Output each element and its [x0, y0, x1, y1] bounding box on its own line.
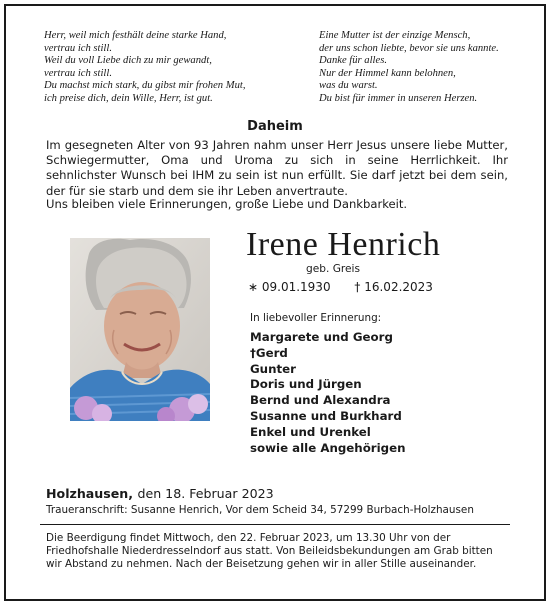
mourning-address: Traueranschrift: Susanne Henrich, Vor dem Scheid 34, 57299 Burbach-Holzhausen: [46, 504, 474, 516]
poem-left: [44, 30, 245, 105]
poem-line: vertrau ich still.: [44, 67, 112, 79]
poem-line: der uns schon liebte, bevor sie uns kannte.: [319, 42, 499, 54]
poem-line: ich preise dich, dein Wille, Herr, ist gut.: [44, 92, 213, 104]
poem-line: vertrau ich still.: [44, 42, 112, 54]
deceased-name: Irene Henrich: [246, 226, 441, 263]
place-and-date: [46, 486, 274, 501]
intro-paragraph: Im gesegneten Alter von 93 Jahren nahm unser Herr Jesus unsere liebe Mutter, Schwiegermutter, Oma und Uroma zu sich in seine Herrlichkeit. Ihr sehnlichster Wunsch bei IHM zu sein ist nun erfüllt. Sie darf jetzt bei dem sein, der für sie starb und dem sie ihr Leben anvertraute.: [46, 138, 508, 198]
announcement-date: den 18. Februar 2023: [137, 486, 274, 501]
poem-line: Nur der Himmel kann belohnen,: [319, 67, 456, 79]
place-name: Holzhausen,: [46, 486, 134, 501]
gratitude-paragraph: Uns bleiben viele Erinnerungen, große Liebe und Dankbarkeit.: [46, 197, 408, 211]
funeral-details: Die Beerdigung findet Mittwoch, den 22. Februar 2023, um 13.30 Uhr von der Friedhofshalle Niederdresselndorf aus statt. Von Beileidsbekundungen am Grab bitten wir Abstand zu nehmen. Nach der Beisetzung gehen wir in aller Stille auseinander.: [46, 532, 493, 570]
poem-line: Eine Mutter ist der einzige Mensch,: [319, 30, 471, 41]
poem-line: Du machst mich stark, du gibst mir frohen Mut,: [44, 80, 246, 91]
poem-line: Du bist für immer in unseren Herzen.: [319, 92, 478, 104]
poem-line: Danke für alles.: [319, 55, 387, 66]
mourner-name: Doris und Jürgen: [250, 377, 362, 392]
portrait-photo: [70, 238, 210, 421]
maiden-name: geb. Greis: [306, 263, 361, 275]
mourners-list: [250, 330, 406, 456]
life-dates: [248, 280, 433, 294]
mourner-name: Enkel und Urenkel: [250, 424, 371, 439]
mourner-name: Bernd und Alexandra: [250, 393, 391, 408]
heading-daheim: Daheim: [247, 119, 303, 134]
mourner-name: †Gerd: [250, 345, 288, 360]
poem-line: was du warst.: [319, 80, 378, 91]
divider: [40, 524, 510, 525]
poem-right: [319, 30, 499, 105]
death-date: † 16.02.2023: [354, 280, 433, 294]
mourner-name: Margarete und Georg: [250, 330, 393, 344]
mourner-name: sowie alle Angehörigen: [250, 440, 406, 455]
memory-label: In liebevoller Erinnerung:: [250, 312, 382, 324]
birth-date: ∗ 09.01.1930: [248, 280, 331, 294]
poem-line: Herr, weil mich festhält deine starke Hand,: [44, 30, 227, 41]
poem-line: Weil du voll Liebe dich zu mir gewandt,: [44, 55, 212, 66]
mourner-name: Susanne und Burkhard: [250, 408, 402, 423]
mourner-name: Gunter: [250, 361, 296, 376]
